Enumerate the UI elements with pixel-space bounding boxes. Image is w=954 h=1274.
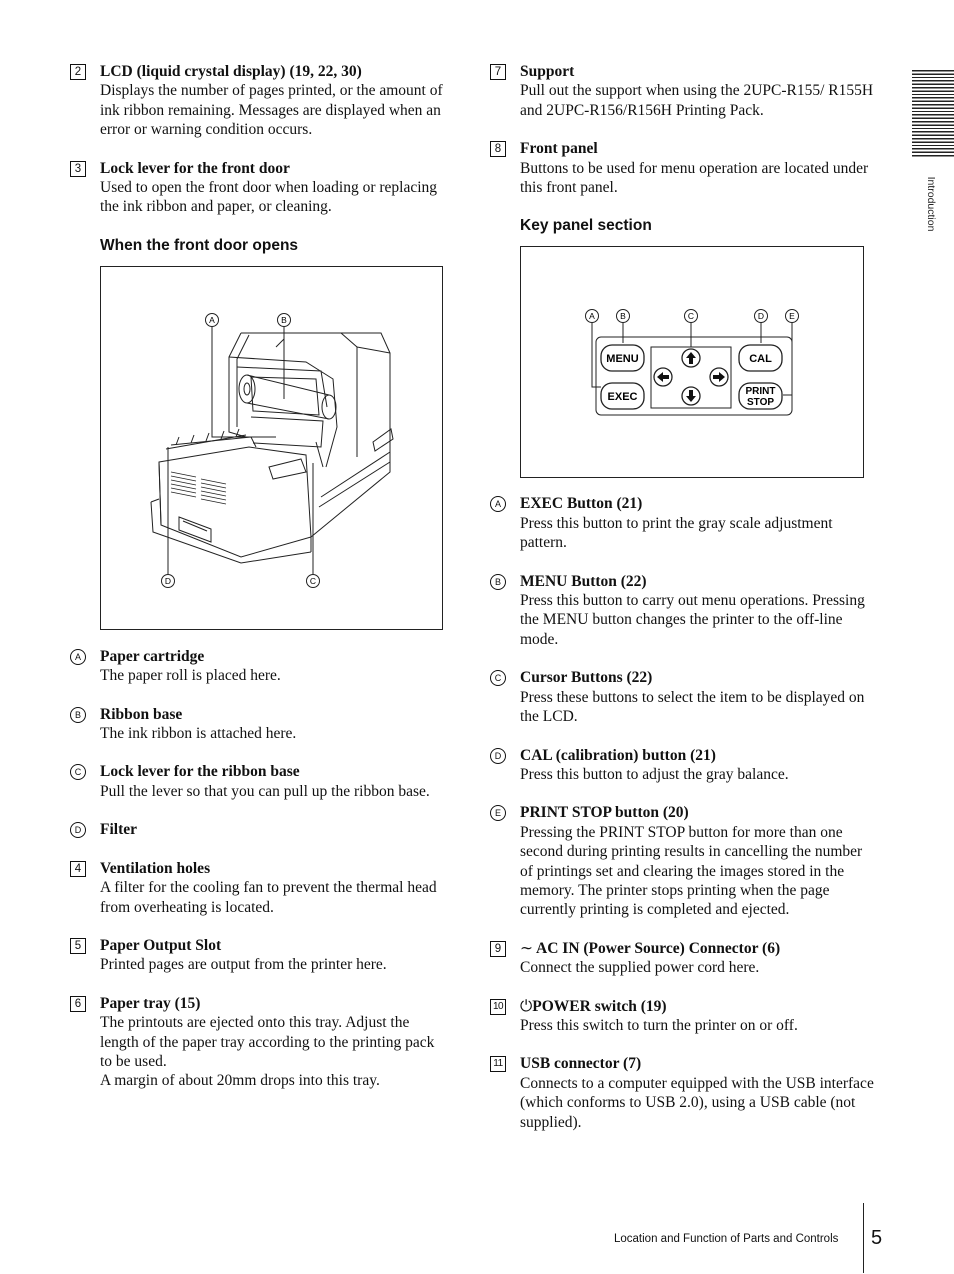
item-description: Pull out the support when using the 2UPC-R155/ R155H and 2UPC-R156/R156H Printing Pack. bbox=[520, 82, 874, 119]
svg-text:D: D bbox=[757, 311, 765, 322]
item-paper-cartridge bbox=[70, 647, 450, 686]
item-title: Ventilation holes bbox=[100, 859, 211, 877]
front-door-heading: When the front door opens bbox=[100, 236, 299, 254]
item-letter-marker: C bbox=[70, 764, 86, 780]
svg-text:PRINT: PRINT bbox=[745, 386, 776, 398]
figure-callouts bbox=[162, 313, 320, 587]
footer-section-title: Location and Function of Parts and Controls bbox=[614, 1233, 839, 1245]
page-number: 5 bbox=[871, 1227, 883, 1249]
item-power-switch bbox=[490, 997, 874, 1036]
item-description: The paper roll is placed here. bbox=[100, 667, 281, 685]
item-title: USB connector (7) bbox=[520, 1055, 642, 1073]
item-description: The printouts are ejected onto this tray. Adjust the length of the paper tray according to the printing pack to be used. bbox=[100, 1014, 435, 1070]
item-description: Buttons to be used for menu operation are located under this front panel. bbox=[520, 159, 869, 197]
svg-text:CAL: CAL bbox=[749, 353, 772, 366]
item-ribbon-base bbox=[70, 705, 450, 744]
item-cal-button bbox=[490, 746, 874, 785]
item-description: Press these buttons to select the item to be displayed on the LCD. bbox=[520, 688, 865, 726]
item-title bbox=[520, 939, 874, 958]
item-letter-marker: D bbox=[490, 748, 506, 764]
item-description: Displays the number of pages printed, or the amount of ink ribbon remaining. Messages are displayed when an error or warning condition occurs. bbox=[100, 82, 443, 139]
key-panel-callouts bbox=[586, 310, 799, 323]
item-title-text: AC IN (Power Source) Connector (6) bbox=[536, 939, 781, 957]
item-title: Front panel bbox=[520, 140, 598, 158]
item-paper-tray bbox=[70, 994, 450, 1091]
item-title bbox=[520, 997, 874, 1016]
svg-text:MENU: MENU bbox=[606, 353, 639, 366]
item-description: Press this button to print the gray scale adjustment pattern. bbox=[520, 514, 833, 552]
item-description: Pull the lever so that you can pull up the ribbon base. bbox=[100, 782, 430, 800]
item-description: Press this button to carry out menu operations. Pressing the MENU button changes the printer to the off-line mode. bbox=[520, 592, 865, 648]
item-description: Pressing the PRINT STOP button for more than one second during printing results in cancelling the number of printings set and clearing the images stored in the memory. The printer stops printing when the page currently printing is completed and ejected. bbox=[520, 823, 863, 919]
item-title: Support bbox=[520, 63, 575, 80]
footer-divider bbox=[863, 1203, 864, 1273]
item-cursor-buttons bbox=[490, 668, 874, 726]
item-print-stop-button bbox=[490, 803, 874, 919]
key-panel-illustration bbox=[520, 246, 864, 478]
item-paper-output-slot bbox=[70, 936, 450, 975]
key-buttons bbox=[601, 345, 782, 409]
item-ac-in-connector bbox=[490, 939, 874, 978]
svg-text:STOP: STOP bbox=[746, 397, 775, 409]
item-description: The ink ribbon is attached here. bbox=[100, 725, 297, 743]
item-letter-marker: E bbox=[490, 805, 506, 821]
item-letter-marker: D bbox=[70, 822, 86, 838]
item-number-marker: 9 bbox=[490, 941, 506, 957]
power-symbol-icon: ⏻ bbox=[520, 997, 533, 1015]
svg-text:E: E bbox=[789, 311, 795, 322]
item-title: Paper Output Slot bbox=[100, 936, 222, 954]
key-panel-drawing bbox=[521, 247, 863, 477]
item-number-marker: 5 bbox=[70, 938, 86, 954]
cursor-keys bbox=[654, 349, 728, 405]
item-letter-marker: B bbox=[490, 574, 506, 590]
item-description: Printed pages are output from the printer here. bbox=[100, 956, 387, 974]
item-usb-connector bbox=[490, 1054, 874, 1132]
item-letter-marker: A bbox=[490, 496, 506, 512]
item-title: Lock lever for the front door bbox=[100, 159, 290, 177]
item-exec-button bbox=[490, 494, 874, 552]
item-title: Lock lever for the ribbon base bbox=[100, 763, 300, 781]
item-number-marker: 7 bbox=[490, 64, 506, 80]
item-number-marker: 8 bbox=[490, 141, 506, 157]
ac-symbol-icon: ∼ bbox=[520, 939, 533, 957]
item-ribbon-lock-lever bbox=[70, 762, 450, 801]
item-number-marker: 11 bbox=[490, 1056, 506, 1072]
item-letter-marker: C bbox=[490, 670, 506, 686]
item-title: MENU Button (22) bbox=[520, 572, 647, 590]
item-ventilation-holes bbox=[70, 859, 450, 917]
item-front-door-lever bbox=[70, 159, 450, 217]
item-front-panel bbox=[490, 139, 874, 197]
item-description-note: A margin of about 20mm drops into this tray. bbox=[100, 1072, 380, 1090]
svg-text:B: B bbox=[281, 314, 287, 325]
item-number-marker: 6 bbox=[70, 996, 86, 1012]
item-lcd bbox=[70, 62, 450, 140]
item-title: EXEC Button (21) bbox=[520, 495, 643, 513]
svg-text:B: B bbox=[620, 311, 626, 322]
item-title: Cursor Buttons (22) bbox=[520, 669, 653, 687]
svg-text:C: C bbox=[687, 311, 695, 322]
item-letter-marker: B bbox=[70, 707, 86, 723]
item-description: Used to open the front door when loading or replacing the ink ribbon and paper, or cleaning. bbox=[100, 179, 438, 216]
item-title-text: POWER switch (19) bbox=[532, 997, 667, 1015]
item-description: Connects to a computer equipped with the USB interface (which conforms to USB 2.0), using a USB cable (not supplied). bbox=[520, 1074, 874, 1131]
section-tab-stripes bbox=[912, 70, 954, 158]
item-number-marker: 3 bbox=[70, 161, 86, 177]
item-title: Paper tray (15) bbox=[100, 994, 201, 1012]
item-description: Press this switch to turn the printer on or off. bbox=[520, 1016, 798, 1034]
item-support bbox=[490, 62, 874, 120]
svg-text:D: D bbox=[164, 575, 172, 586]
item-menu-button bbox=[490, 572, 874, 650]
item-description: Connect the supplied power cord here. bbox=[520, 959, 760, 977]
item-number-marker: 2 bbox=[70, 64, 86, 80]
item-letter-marker: A bbox=[70, 649, 86, 665]
left-column bbox=[70, 62, 450, 1091]
svg-text:A: A bbox=[589, 311, 595, 322]
key-panel-heading: Key panel section bbox=[520, 217, 652, 235]
svg-text:EXEC: EXEC bbox=[607, 391, 638, 404]
item-title: CAL (calibration) button (21) bbox=[520, 746, 716, 764]
front-door-illustration bbox=[100, 266, 443, 630]
item-description: Press this button to adjust the gray balance. bbox=[520, 765, 789, 783]
right-column bbox=[490, 62, 874, 1132]
item-title: Filter bbox=[100, 821, 138, 839]
item-title: LCD (liquid crystal display) (19, 22, 30) bbox=[100, 63, 362, 80]
item-number-marker: 10 bbox=[490, 999, 506, 1015]
item-title: Ribbon base bbox=[100, 705, 183, 723]
item-number-marker: 4 bbox=[70, 861, 86, 877]
item-filter bbox=[70, 820, 450, 839]
printer-open-door-drawing bbox=[101, 267, 442, 629]
svg-text:A: A bbox=[209, 314, 215, 325]
item-title: PRINT STOP button (20) bbox=[520, 804, 689, 822]
section-tab-label: Introduction bbox=[925, 176, 937, 232]
item-description: A filter for the cooling fan to prevent the thermal head from overheating is located. bbox=[100, 879, 437, 916]
svg-text:C: C bbox=[309, 575, 317, 586]
item-title: Paper cartridge bbox=[100, 647, 205, 665]
